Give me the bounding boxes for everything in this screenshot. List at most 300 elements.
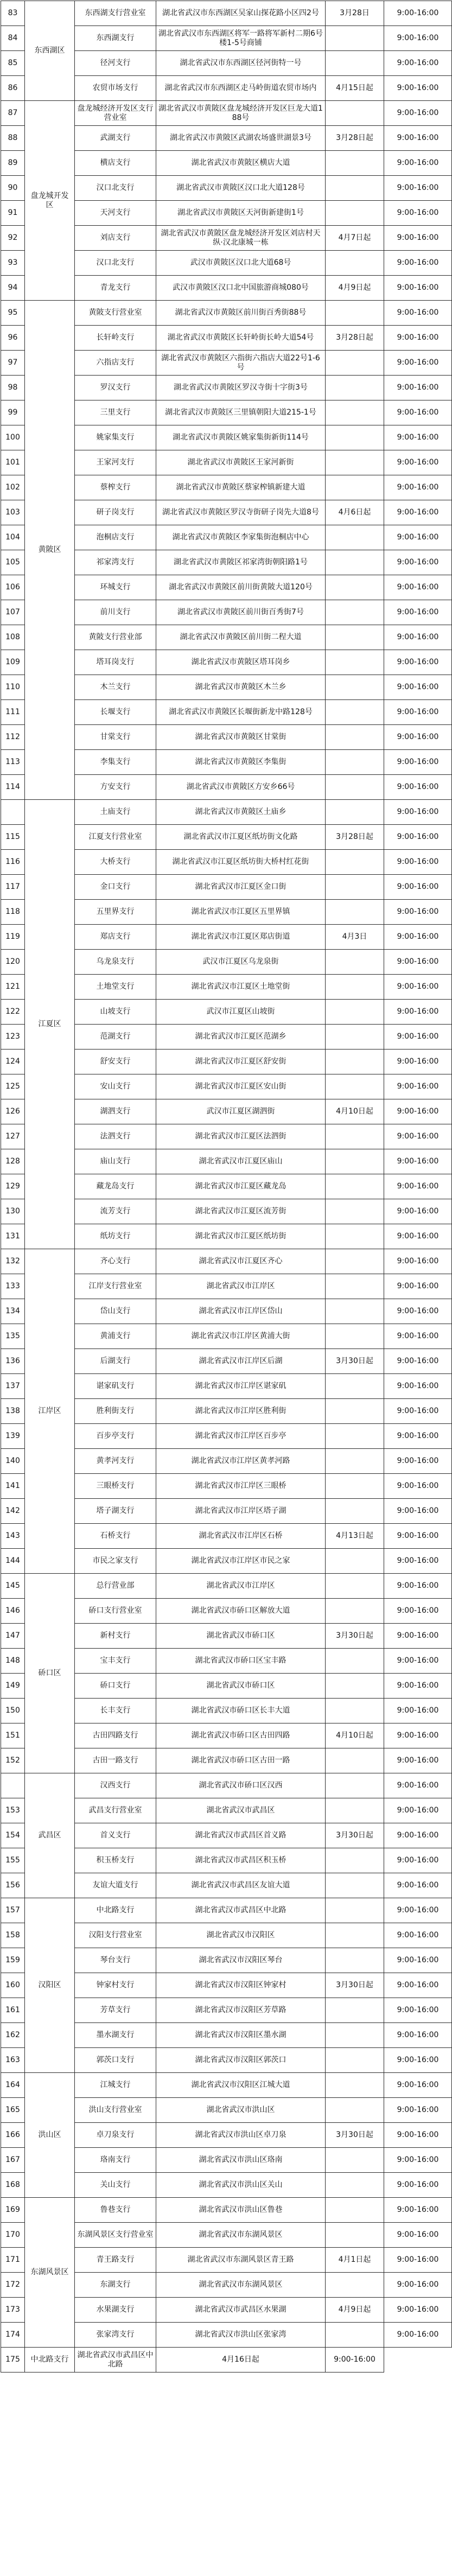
branch-address: 湖北省武汉市东西湖区走马岭街道农贸市场内 <box>156 76 326 101</box>
row-number: 103 <box>1 500 25 525</box>
branch-address: 湖北省武汉市汉阳区琴台 <box>156 1948 326 1973</box>
row-number: 151 <box>1 1723 25 1748</box>
branch-name: 东湖支行 <box>75 2273 156 2298</box>
row-number: 90 <box>1 176 25 201</box>
reopen-date: 3月28日起 <box>326 126 384 151</box>
row-number: 101 <box>1 450 25 475</box>
row-number: 135 <box>1 1324 25 1349</box>
row-number: 132 <box>1 1249 25 1274</box>
business-hours: 9:00-16:00 <box>384 2298 452 2323</box>
table-row <box>1 1574 452 1599</box>
branch-name: 舒安支行 <box>75 1050 156 1074</box>
reopen-date <box>326 1898 384 1923</box>
business-hours: 9:00-16:00 <box>384 1124 452 1149</box>
row-number: 144 <box>1 1549 25 1574</box>
row-number: 168 <box>1 2173 25 2198</box>
branch-address: 湖北省武汉市黄陂区土庙乡 <box>156 800 326 825</box>
row-number: 142 <box>1 1499 25 1524</box>
reopen-date: 3月28日起 <box>326 326 384 351</box>
branch-name: 江夏支行营业室 <box>75 825 156 850</box>
row-number: 118 <box>1 900 25 925</box>
reopen-date <box>326 2048 384 2073</box>
row-number: 137 <box>1 1374 25 1399</box>
reopen-date <box>326 176 384 201</box>
branch-name: 塔耳岗支行 <box>75 650 156 675</box>
business-hours: 9:00-16:00 <box>384 475 452 500</box>
row-number: 152 <box>1 1748 25 1773</box>
branch-name: 王家河支行 <box>75 450 156 475</box>
branch-name: 总行营业部 <box>75 1574 156 1599</box>
row-number: 126 <box>1 1099 25 1124</box>
reopen-date: 4月1日起 <box>326 2248 384 2273</box>
row-number: 116 <box>1 850 25 875</box>
reopen-date: 4月6日起 <box>326 500 384 525</box>
reopen-date <box>326 2023 384 2048</box>
branch-address: 湖北省武汉市江岸区石桥 <box>156 1524 326 1549</box>
business-hours: 9:00-16:00 <box>384 76 452 101</box>
reopen-date <box>326 975 384 1000</box>
branch-address: 湖北省武汉市硚口区古田一路 <box>156 1748 326 1773</box>
business-hours: 9:00-16:00 <box>384 1524 452 1549</box>
row-number: 174 <box>1 2323 25 2348</box>
row-number: 99 <box>1 400 25 425</box>
row-number: 157 <box>1 1898 25 1923</box>
branch-name: 六指店支行 <box>75 351 156 376</box>
row-number: 129 <box>1 1174 25 1199</box>
row-number: 86 <box>1 76 25 101</box>
row-number: 96 <box>1 326 25 351</box>
business-hours: 9:00-16:00 <box>384 1574 452 1599</box>
branch-name: 天河支行 <box>75 201 156 226</box>
branch-address: 湖北省武汉市江夏区范湖乡 <box>156 1025 326 1050</box>
row-number: 156 <box>1 1873 25 1898</box>
reopen-date <box>326 1124 384 1149</box>
branch-name: 东湖风景区支行营业室 <box>75 2223 156 2248</box>
table-row <box>1 1898 452 1923</box>
branch-address: 湖北省武汉市武昌区 <box>156 1798 326 1823</box>
branch-name: 长堰支行 <box>75 700 156 725</box>
branch-address: 湖北省武汉市硚口区解放大道 <box>156 1599 326 1624</box>
branch-name: 盘龙城经济开发区支行营业室 <box>75 101 156 126</box>
row-number: 166 <box>1 2123 25 2148</box>
branch-address: 武汉市江夏区山坡街 <box>156 1000 326 1025</box>
branch-name: 卓刀泉支行 <box>75 2123 156 2148</box>
business-hours: 9:00-16:00 <box>384 1000 452 1025</box>
branch-address: 湖北省武汉市江岸区黄孝河路 <box>156 1449 326 1474</box>
reopen-date: 3月30日起 <box>326 1973 384 1998</box>
row-number: 148 <box>1 1649 25 1674</box>
row-number: 153 <box>1 1798 25 1823</box>
branch-address: 湖北省武汉市黄陂区天河街新建街1号 <box>156 201 326 226</box>
business-hours: 9:00-16:00 <box>384 500 452 525</box>
branch-address: 湖北省武汉市江夏区金口街 <box>156 875 326 900</box>
reopen-date: 3月30日起 <box>326 1349 384 1374</box>
reopen-date <box>326 1699 384 1723</box>
branch-address: 湖北省武汉市黄陂区王家河新街 <box>156 450 326 475</box>
branch-name: 纸坊支行 <box>75 1224 156 1249</box>
branch-address: 湖北省武汉市黄陂区长轩岭街长岭大道54号 <box>156 326 326 351</box>
branch-name: 汉口北支行 <box>75 251 156 276</box>
branch-address: 湖北省武汉市江夏区齐心 <box>156 1249 326 1274</box>
branch-name: 东西湖支行营业室 <box>75 1 156 26</box>
branch-name: 庙山支行 <box>75 1149 156 1174</box>
business-hours: 9:00-16:00 <box>384 1798 452 1823</box>
reopen-date: 3月30日起 <box>326 1624 384 1649</box>
branch-name: 木兰支行 <box>75 675 156 700</box>
branch-address: 湖北省武汉市硚口区宝丰路 <box>156 1649 326 1674</box>
branch-address: 湖北省武汉市武昌区中北路 <box>156 1898 326 1923</box>
branch-name: 土庙支行 <box>75 800 156 825</box>
reopen-date: 4月10日起 <box>326 1099 384 1124</box>
row-number: 121 <box>1 975 25 1000</box>
branch-address: 湖北省武汉市黄陂区三里镇朝阳大道215-1号 <box>156 400 326 425</box>
branch-address: 湖北省武汉市江夏区舒安街 <box>156 1050 326 1074</box>
branch-name: 胜利街支行 <box>75 1399 156 1424</box>
reopen-date <box>326 1873 384 1898</box>
reopen-date <box>326 2323 384 2348</box>
row-number: 158 <box>1 1923 25 1948</box>
branch-name: 长轩岭支行 <box>75 326 156 351</box>
business-hours: 9:00-16:00 <box>384 201 452 226</box>
reopen-date <box>326 1374 384 1399</box>
business-hours: 9:00-16:00 <box>384 2023 452 2048</box>
business-hours: 9:00-16:00 <box>384 376 452 400</box>
reopen-date <box>326 1000 384 1025</box>
row-number: 125 <box>1 1074 25 1099</box>
branch-address: 湖北省武汉市黄陂区汉口北大道128号 <box>156 176 326 201</box>
branch-address: 湖北省武汉市黄陂区盘龙城经济开发区巨龙大道188号 <box>156 101 326 126</box>
business-hours: 9:00-16:00 <box>384 2048 452 2073</box>
district-cell: 武昌区 <box>25 1773 75 1898</box>
branch-address: 湖北省武汉市江夏区郑店街道 <box>156 925 326 950</box>
reopen-date <box>326 1798 384 1823</box>
reopen-date: 4月15日起 <box>326 76 384 101</box>
branch-name: 汉口北支行 <box>75 176 156 201</box>
row-number: 97 <box>1 351 25 376</box>
branch-name: 岱山支行 <box>75 1299 156 1324</box>
reopen-date <box>326 1574 384 1599</box>
row-number: 111 <box>1 700 25 725</box>
reopen-date <box>326 675 384 700</box>
business-hours: 9:00-16:00 <box>384 301 452 326</box>
branch-address: 湖北省武汉市武昌区中北路 <box>75 2348 156 2373</box>
branch-address: 湖北省武汉市江夏区纸坊街文化路 <box>156 825 326 850</box>
branch-address: 湖北省武汉市硚口区长丰大道 <box>156 1699 326 1723</box>
reopen-date <box>326 425 384 450</box>
row-number: 106 <box>1 575 25 600</box>
branch-name: 石桥支行 <box>75 1524 156 1549</box>
business-hours: 9:00-16:00 <box>384 1025 452 1050</box>
branch-name: 塔子湖支行 <box>75 1499 156 1524</box>
business-hours: 9:00-16:00 <box>384 2173 452 2198</box>
district-cell: 江岸区 <box>25 1249 75 1574</box>
reopen-date <box>326 251 384 276</box>
branch-name: 琴台支行 <box>75 1948 156 1973</box>
reopen-date <box>326 575 384 600</box>
row-number: 147 <box>1 1624 25 1649</box>
reopen-date <box>326 1923 384 1948</box>
reopen-date <box>326 1549 384 1574</box>
branch-address: 湖北省武汉市汉阳区江城大道 <box>156 2073 326 2098</box>
row-number: 171 <box>1 2248 25 2273</box>
business-hours: 9:00-16:00 <box>384 351 452 376</box>
reopen-date <box>326 2273 384 2298</box>
branch-name: 黄陂支行营业室 <box>75 301 156 326</box>
business-hours: 9:00-16:00 <box>384 425 452 450</box>
branch-address: 湖北省武汉市江岸区塔子湖 <box>156 1499 326 1524</box>
row-number: 170 <box>1 2223 25 2248</box>
business-hours: 9:00-16:00 <box>384 875 452 900</box>
branch-name: 湖泗支行 <box>75 1099 156 1124</box>
row-number: 105 <box>1 550 25 575</box>
branch-name: 谌家矶支行 <box>75 1374 156 1399</box>
row-number: 175 <box>1 2348 25 2373</box>
row-number: 163 <box>1 2048 25 2073</box>
branch-name: 硚口支行营业室 <box>75 1599 156 1624</box>
branch-name: 罗汉支行 <box>75 376 156 400</box>
branch-address: 湖北省武汉市硚口区古田四路 <box>156 1723 326 1748</box>
branch-address: 湖北省武汉市江岸区 <box>156 1574 326 1599</box>
branch-address: 湖北省武汉市汉阳区钟家村 <box>156 1973 326 1998</box>
branch-address: 湖北省武汉市汉阳区 <box>156 1923 326 1948</box>
row-number: 107 <box>1 600 25 625</box>
business-hours: 9:00-16:00 <box>384 2248 452 2273</box>
branch-address: 湖北省武汉市汉阳区郭茨口 <box>156 2048 326 2073</box>
business-hours: 9:00-16:00 <box>326 2348 384 2373</box>
reopen-date: 3月30日起 <box>326 2123 384 2148</box>
row-number: 92 <box>1 226 25 251</box>
business-hours: 9:00-16:00 <box>384 1050 452 1074</box>
business-hours: 9:00-16:00 <box>384 1624 452 1649</box>
business-hours: 9:00-16:00 <box>384 750 452 775</box>
row-number: 143 <box>1 1524 25 1549</box>
business-hours: 9:00-16:00 <box>384 2198 452 2223</box>
business-hours: 9:00-16:00 <box>384 600 452 625</box>
branch-name: 金口支行 <box>75 875 156 900</box>
business-hours: 9:00-16:00 <box>384 151 452 176</box>
branch-name: 三眼桥支行 <box>75 1474 156 1499</box>
branch-name: 青龙支行 <box>75 276 156 301</box>
table-row <box>1 1773 452 1798</box>
branch-address: 湖北省武汉市黄陂区横店大道 <box>156 151 326 176</box>
business-hours: 9:00-16:00 <box>384 1374 452 1399</box>
business-hours: 9:00-16:00 <box>384 725 452 750</box>
branch-name: 法泗支行 <box>75 1124 156 1149</box>
business-hours: 9:00-16:00 <box>384 251 452 276</box>
reopen-date <box>326 301 384 326</box>
business-hours: 9:00-16:00 <box>384 1274 452 1299</box>
business-hours: 9:00-16:00 <box>384 2073 452 2098</box>
branch-name: 藏龙岛支行 <box>75 1174 156 1199</box>
branch-address: 湖北省武汉市江岸区 <box>156 1274 326 1299</box>
reopen-date <box>326 1424 384 1449</box>
business-hours: 9:00-16:00 <box>384 1973 452 1998</box>
branch-address: 湖北省武汉市东湖风景区青王路 <box>156 2248 326 2273</box>
branch-address: 湖北省武汉市黄陂区祁家湾街朝阳路1号 <box>156 550 326 575</box>
business-hours: 9:00-16:00 <box>384 2323 452 2348</box>
business-hours: 9:00-16:00 <box>384 2098 452 2123</box>
row-number: 139 <box>1 1424 25 1449</box>
row-number: 100 <box>1 425 25 450</box>
reopen-date <box>326 1399 384 1424</box>
table-row <box>1 2198 452 2223</box>
reopen-date <box>326 2073 384 2098</box>
row-number: 109 <box>1 650 25 675</box>
business-hours: 9:00-16:00 <box>384 1948 452 1973</box>
reopen-date <box>326 1998 384 2023</box>
branch-address: 湖北省武汉市江夏区法泗街 <box>156 1124 326 1149</box>
table-row <box>1 800 452 825</box>
branch-address: 湖北省武汉市江岸区三眼桥 <box>156 1474 326 1499</box>
branch-name: 大桥支行 <box>75 850 156 875</box>
row-number: 95 <box>1 301 25 326</box>
reopen-date: 4月3日 <box>326 925 384 950</box>
reopen-date <box>326 750 384 775</box>
reopen-date: 3月30日起 <box>326 1823 384 1848</box>
branch-address: 湖北省武汉市江岸区后湖 <box>156 1349 326 1374</box>
branch-name: 径河支行 <box>75 51 156 76</box>
row-number: 89 <box>1 151 25 176</box>
row-number: 155 <box>1 1848 25 1873</box>
branch-name: 研子岗支行 <box>75 500 156 525</box>
business-hours: 9:00-16:00 <box>384 1149 452 1174</box>
branch-address: 武汉市江夏区湖泗街 <box>156 1099 326 1124</box>
branch-address: 湖北省武汉市江夏区流芳街 <box>156 1199 326 1224</box>
branch-name: 流芳支行 <box>75 1199 156 1224</box>
row-number: 127 <box>1 1124 25 1149</box>
branch-address: 湖北省武汉市江岸区岱山 <box>156 1299 326 1324</box>
row-number: 84 <box>1 26 25 51</box>
business-hours: 9:00-16:00 <box>384 1 452 26</box>
row-number: 162 <box>1 2023 25 2048</box>
branch-name: 钟家村支行 <box>75 1973 156 1998</box>
reopen-date: 4月16日起 <box>156 2348 326 2373</box>
branch-name: 山坡支行 <box>75 1000 156 1025</box>
branch-name: 张家湾支行 <box>75 2323 156 2348</box>
reopen-date <box>326 376 384 400</box>
branch-address: 湖北省武汉市东西湖区径河街特一号 <box>156 51 326 76</box>
branch-name: 江城支行 <box>75 2073 156 2098</box>
business-hours: 9:00-16:00 <box>384 625 452 650</box>
business-hours: 9:00-16:00 <box>384 850 452 875</box>
branch-name: 李集支行 <box>75 750 156 775</box>
branch-address: 湖北省武汉市武昌区水果湖 <box>156 2298 326 2323</box>
branch-address: 湖北省武汉市江岸区胜利街 <box>156 1399 326 1424</box>
branch-address: 湖北省武汉市硚口区 <box>156 1674 326 1699</box>
branch-address: 湖北省武汉市洪山区关山 <box>156 2173 326 2198</box>
branch-table-body <box>1 1 452 2373</box>
reopen-date <box>326 1224 384 1249</box>
branch-address: 武汉市江夏区乌龙泉街 <box>156 950 326 975</box>
district-cell: 洪山区 <box>25 2073 75 2198</box>
row-number: 172 <box>1 2273 25 2298</box>
branch-address: 湖北省武汉市黄陂区前川街二程大道 <box>156 625 326 650</box>
branch-name: 乌龙泉支行 <box>75 950 156 975</box>
table-row <box>1 2348 452 2373</box>
business-hours: 9:00-16:00 <box>384 1499 452 1524</box>
branch-address: 湖北省武汉市江夏区土地堂街 <box>156 975 326 1000</box>
reopen-date <box>326 1499 384 1524</box>
reopen-date <box>326 26 384 51</box>
business-hours: 9:00-16:00 <box>384 2148 452 2173</box>
branch-address: 湖北省武汉市黄陂区罗汉寺街十字街3号 <box>156 376 326 400</box>
reopen-date <box>326 351 384 376</box>
reopen-date <box>326 1948 384 1973</box>
business-hours: 9:00-16:00 <box>384 1723 452 1748</box>
branch-name: 关山支行 <box>75 2173 156 2198</box>
business-hours: 9:00-16:00 <box>384 1174 452 1199</box>
branch-address: 湖北省武汉市黄陂区李集街 <box>156 750 326 775</box>
branch-address: 湖北省武汉市硚口区 <box>156 1624 326 1649</box>
reopen-date <box>326 1025 384 1050</box>
table-row <box>1 1249 452 1274</box>
reopen-date: 4月9日起 <box>326 276 384 301</box>
branch-name: 积玉桥支行 <box>75 1848 156 1873</box>
district-cell: 东湖风景区 <box>25 2198 75 2348</box>
row-number: 149 <box>1 1674 25 1699</box>
branch-address: 湖北省武汉市江岸区百步亭 <box>156 1424 326 1449</box>
reopen-date <box>326 1050 384 1074</box>
branch-address: 湖北省武汉市黄陂区前川街黄陂大道120号 <box>156 575 326 600</box>
business-hours: 9:00-16:00 <box>384 1649 452 1674</box>
row-number: 83 <box>1 1 25 26</box>
business-hours: 9:00-16:00 <box>384 1399 452 1424</box>
district-cell: 东西湖区 <box>25 1 75 101</box>
business-hours: 9:00-16:00 <box>384 800 452 825</box>
row-number: 159 <box>1 1948 25 1973</box>
row-number: 114 <box>1 775 25 800</box>
branch-address: 湖北省武汉市江夏区藏龙岛 <box>156 1174 326 1199</box>
reopen-date: 3月28日 <box>326 1 384 26</box>
business-hours: 9:00-16:00 <box>384 1099 452 1124</box>
row-number: 136 <box>1 1349 25 1374</box>
reopen-date: 4月9日起 <box>326 2298 384 2323</box>
branch-address: 湖北省武汉市武昌区首义路 <box>156 1823 326 1848</box>
reopen-date <box>326 1249 384 1274</box>
reopen-date <box>326 625 384 650</box>
business-hours: 9:00-16:00 <box>384 226 452 251</box>
row-number: 117 <box>1 875 25 900</box>
business-hours: 9:00-16:00 <box>384 1823 452 1848</box>
reopen-date <box>326 2223 384 2248</box>
row-number: 161 <box>1 1998 25 2023</box>
business-hours: 9:00-16:00 <box>384 700 452 725</box>
branch-address: 湖北省武汉市江岸区市民之家 <box>156 1549 326 1574</box>
reopen-date <box>326 875 384 900</box>
branch-name: 环城支行 <box>75 575 156 600</box>
business-hours: 9:00-16:00 <box>384 1424 452 1449</box>
reopen-date <box>326 475 384 500</box>
branch-address: 湖北省武汉市汉阳区墨水湖 <box>156 2023 326 2048</box>
branch-name: 芳草支行 <box>75 1998 156 2023</box>
branch-name: 黄浦支行 <box>75 1324 156 1349</box>
branch-name: 横店支行 <box>75 151 156 176</box>
business-hours: 9:00-16:00 <box>384 126 452 151</box>
branch-address: 湖北省武汉市黄陂区方安乡66号 <box>156 775 326 800</box>
branch-name: 土地堂支行 <box>75 975 156 1000</box>
business-hours: 9:00-16:00 <box>384 51 452 76</box>
branch-name: 首义支行 <box>75 1823 156 1848</box>
reopen-date <box>326 1599 384 1624</box>
branch-name: 黄陂支行营业部 <box>75 625 156 650</box>
reopen-date <box>326 51 384 76</box>
business-hours: 9:00-16:00 <box>384 650 452 675</box>
business-hours: 9:00-16:00 <box>384 550 452 575</box>
district-cell: 盘龙城开发区 <box>25 101 75 301</box>
row-number: 165 <box>1 2098 25 2123</box>
business-hours: 9:00-16:00 <box>384 101 452 126</box>
business-hours: 9:00-16:00 <box>384 450 452 475</box>
